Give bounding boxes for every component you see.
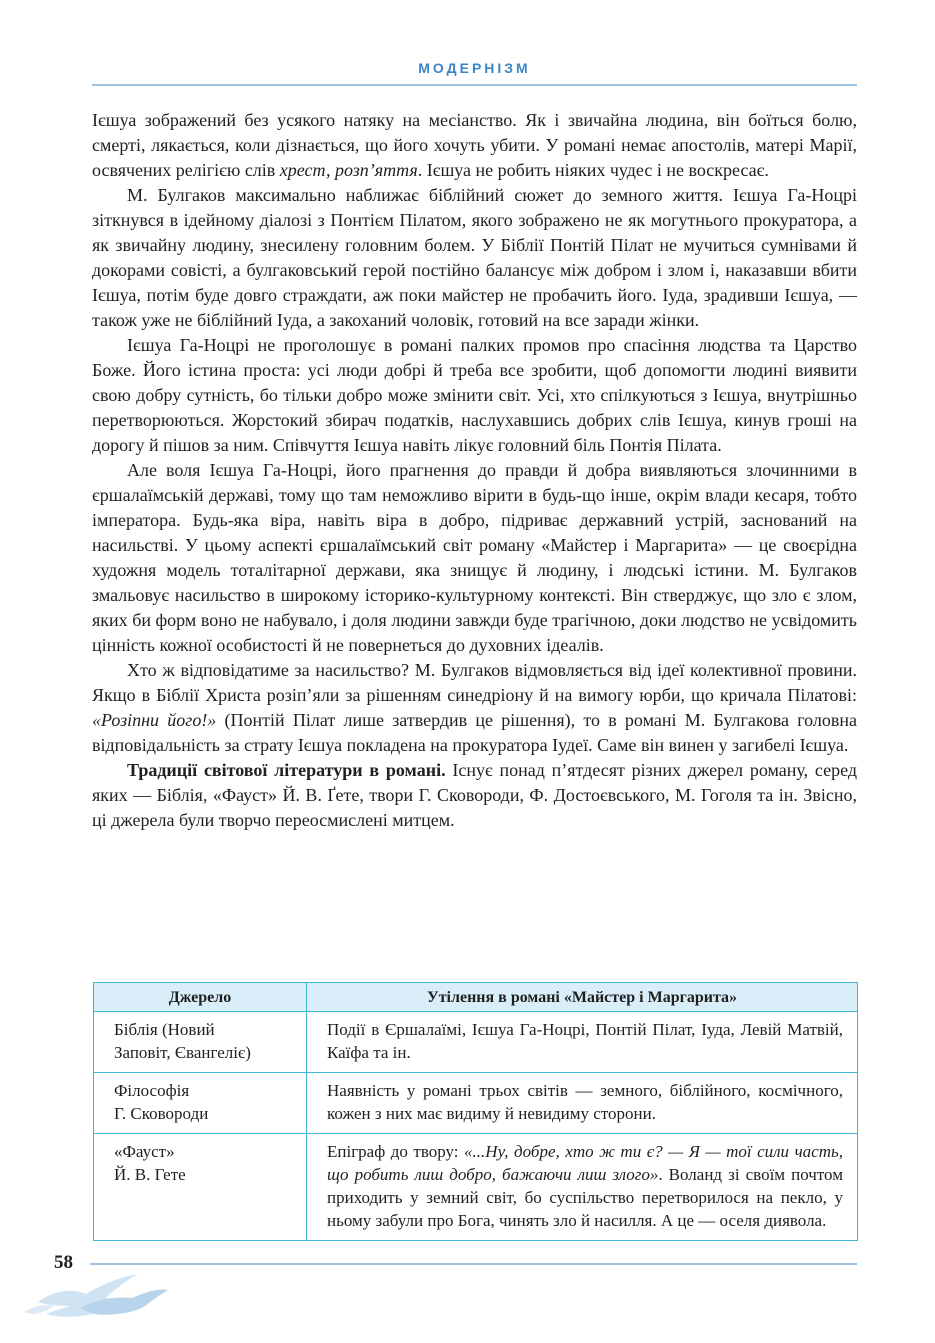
- paragraph-4: Але воля Ієшуа Га-Ноцрі, його прагнення до правди й добра виявляються злочинними в єршалаїмській державі, тому що там неможливо вірити в будь-що інше, окрім влади кесаря, тобто імператора. Будь-яка віра, навіть віра в добро, підриває державний устрій, заснований на насильстві. У цьому аспекті єршалаїмський світ роману «Майстер і Маргарита» — це своєрідна художня модель тоталітарної держави, яка знищує й людину, і людські істини. М. Булгаков змальовує насильство в широкому історико-культурному контексті. Він стверджує, що зло є злом, яких би форм воно не набувало, і доля людини завжди буде трагічною, доки людство не усвідомить цінність кожної особистості й не повернеться до духовних ідеалів.: [92, 460, 857, 655]
- paragraph-1: Ієшуа зображений без усякого натяку на месіанство. Як і звичайна людина, він боїться болю, смерті, лякається, коли дізнається, що його хочуть убити. У романі немає апостолів, матері Марії, освячених релігією слів хрест, розп’яття. Ієшуа не робить ніяких чудес і не воскресає.: [92, 110, 857, 180]
- sources-table: [93, 982, 858, 1241]
- birds-icon: [20, 1268, 170, 1323]
- section-heading: Традиції світової літератури в романі.: [127, 760, 446, 780]
- paragraph-2: М. Булгаков максимально наближає біблійний сюжет до земного життя. Ієшуа Га-Ноцрі зіткнувся в ідейному діалозі з Понтієм Пілатом, якого зображено не як могутнього прокуратора, а як звичайну людину, знесилену головним болем. У Біблії Понтій Пілат не мучиться сумнівами й докорами совісті, а булгаковський герой постійно балансує між добром і злом і, наказавши вбити Ієшуа, потім буде довго страждати, аж поки майстер не пробачить його. Іуда, зрадивши Ієшуа, — також уже не біблійний Іуда, а закоханий чоловік, готовий на все заради жінки.: [92, 185, 857, 330]
- column-header: Утілення в романі «Майстер і Маргарита»: [307, 983, 858, 1012]
- paragraph-5: Хто ж відповідатиме за насильство? М. Булгаков відмовляється від ідеї колективної провини. Якщо в Біблії Христа розіп’яли за рішенням синедріону й на вимогу юрби, що кричала Пілатові: «Розіпни його!» (Понтій Пілат лише затвердив це рішення), то в романі М. Булгакова головна відповідальність за страту Ієшуа покладена на прокуратора Іудеї. Саме він винен у загибелі Ієшуа.: [92, 660, 857, 755]
- main-text: [92, 108, 857, 833]
- table-row: [94, 1073, 858, 1134]
- header-divider: [92, 84, 857, 86]
- description-cell: Події в Єршалаїмі, Ієшуа Га-Ноцрі, Понтій Пілат, Іуда, Левій Матвій, Каїфа та ін.: [307, 1012, 858, 1073]
- table-header-row: [94, 983, 858, 1012]
- emphasis: хрест, розп’яття: [279, 160, 418, 180]
- description-cell: Наявність у романі трьох світів — земного, біблійного, космічного, кожен з них має видиму й невидиму сторони.: [307, 1073, 858, 1134]
- page-number: 58: [54, 1252, 73, 1273]
- section-title: МОДЕРНІЗМ: [418, 60, 531, 76]
- source-cell: «Фауст» Й. В. Гете: [94, 1134, 307, 1241]
- source-cell: Біблія (Новий Заповіт, Євангеліє): [94, 1012, 307, 1073]
- table-row: [94, 1134, 858, 1241]
- paragraph-6: Традиції світової літератури в романі. Існує понад п’ятдесят різних джерел роману, серед яких — Біблія, «Фауст» Й. В. Ґете, твори Г. Сковороди, Ф. Достоєвського, М. Гоголя та ін. Звісно, ці джерела були творчо переосмислені митцем.: [92, 760, 857, 830]
- footer-divider: [90, 1263, 857, 1265]
- column-header: Джерело: [94, 983, 307, 1012]
- table-row: [94, 1012, 858, 1073]
- source-cell: Філософія Г. Сковороди: [94, 1073, 307, 1134]
- emphasis: «Розіпни його!»: [92, 710, 217, 730]
- description-cell: Епіграф до твору: «...Ну, добре, хто ж ти є? — Я — тої сили часть, що робить лиш добро, бажаючи лиш злого». Воланд зі своїм почтом приходить у земний світ, бо суспільство перетворилося на пекло, у ньому забули про Бога, чинять зло й насилля. А це — оселя диявола.: [307, 1134, 858, 1241]
- paragraph-3: Ієшуа Га-Ноцрі не проголошує в романі палких промов про спасіння людства та Царство Боже. Його істина проста: усі люди добрі й треба все зробити, щоб допомогти людині виявити свою добру сутність, бо тільки добро може змінити світ. Усі, хто спілкуються з Ієшуа, внутрішньо перетворюються. Жорстокий збирач податків, наслухавшись добрих слів Ієшуа, кинув гроші на дорогу й пішов за ним. Співчуття Ієшуа навіть лікує головний біль Понтія Пілата.: [92, 335, 857, 455]
